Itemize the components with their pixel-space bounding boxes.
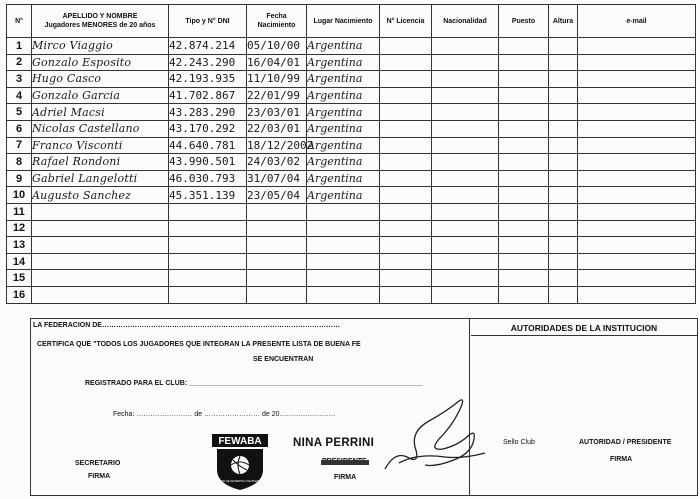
player-nationality (432, 170, 499, 187)
player-position (499, 38, 549, 55)
autoridad-label: AUTORIDAD / PRESIDENTE (579, 439, 672, 446)
player-name: Franco Visconti (32, 137, 169, 154)
player-nationality (432, 38, 499, 55)
player-email (578, 137, 696, 154)
player-email (578, 87, 696, 104)
player-birthdate (247, 220, 307, 237)
row-number: 2 (7, 54, 32, 71)
player-height (549, 187, 578, 204)
player-nationality (432, 87, 499, 104)
president-firma: FIRMA (334, 474, 357, 481)
player-birthplace (307, 203, 380, 220)
player-name: Mirco Viaggio (32, 38, 169, 55)
table-row (7, 71, 696, 88)
player-dni: 43.283.290 (169, 104, 247, 121)
player-email (578, 203, 696, 220)
player-height (549, 38, 578, 55)
player-dni: 42.874.214 (169, 38, 247, 55)
player-birthdate (247, 286, 307, 303)
player-email (578, 71, 696, 88)
player-position (499, 220, 549, 237)
col-position: Puesto (499, 5, 549, 38)
player-nationality (432, 270, 499, 287)
player-dni: 46.030.793 (169, 170, 247, 187)
player-name: Nicolas Castellano (32, 120, 169, 137)
player-license (380, 170, 432, 187)
player-height (549, 270, 578, 287)
signature (381, 395, 491, 475)
player-nationality (432, 120, 499, 137)
player-height (549, 253, 578, 270)
player-birthdate (247, 203, 307, 220)
player-birthplace (307, 286, 380, 303)
player-position (499, 237, 549, 254)
player-license (380, 87, 432, 104)
row-number: 13 (7, 237, 32, 254)
table-row (7, 187, 696, 204)
player-birthdate: 05/10/00 (247, 38, 307, 55)
player-dni: 42.193.935 (169, 71, 247, 88)
fewaba-logo (209, 432, 271, 492)
col-email: e-mail (578, 5, 696, 38)
player-license (380, 154, 432, 171)
autoridad-firma: FIRMA (610, 456, 633, 463)
player-height (549, 137, 578, 154)
player-license (380, 38, 432, 55)
player-position (499, 253, 549, 270)
player-dni (169, 286, 247, 303)
player-position (499, 54, 549, 71)
player-name (32, 253, 169, 270)
col-name: APELLIDO Y NOMBRE Jugadores MENORES de 20 años (32, 5, 169, 38)
player-birthdate: 24/03/02 (247, 154, 307, 171)
secretario-firma: FIRMA (88, 473, 111, 480)
player-birthplace (307, 220, 380, 237)
player-dni: 42.243.290 (169, 54, 247, 71)
col-height: Altura (549, 5, 578, 38)
player-height (549, 170, 578, 187)
player-license (380, 104, 432, 121)
player-license (380, 137, 432, 154)
secretario-label: SECRETARIO (75, 460, 121, 467)
player-name: Hugo Casco (32, 71, 169, 88)
player-position (499, 154, 549, 171)
player-position (499, 87, 549, 104)
player-birthplace: Argentina (307, 120, 380, 137)
row-number: 4 (7, 87, 32, 104)
player-name (32, 270, 169, 287)
row-number: 3 (7, 71, 32, 88)
row-number: 16 (7, 286, 32, 303)
player-nationality (432, 104, 499, 121)
col-license: N° Licencia (380, 5, 432, 38)
player-name: Gonzalo Garcia (32, 87, 169, 104)
player-license (380, 71, 432, 88)
row-number: 5 (7, 104, 32, 121)
player-name (32, 286, 169, 303)
federation-line: LA FEDERACION DE………………………………………………………………………………………… (33, 322, 340, 329)
player-position (499, 170, 549, 187)
logo-text: FEWABA (218, 436, 262, 447)
player-height (549, 203, 578, 220)
player-email (578, 253, 696, 270)
player-dni (169, 220, 247, 237)
roster-table (6, 4, 696, 304)
player-license (380, 120, 432, 137)
player-birthplace: Argentina (307, 71, 380, 88)
player-position (499, 104, 549, 121)
table-row (7, 137, 696, 154)
table-row (7, 286, 696, 303)
player-license (380, 253, 432, 270)
player-birthdate: 31/07/04 (247, 170, 307, 187)
player-birthplace: Argentina (307, 104, 380, 121)
player-height (549, 71, 578, 88)
player-birthplace (307, 237, 380, 254)
player-name (32, 203, 169, 220)
row-number: 10 (7, 187, 32, 204)
player-birthplace: Argentina (307, 137, 380, 154)
player-dni: 43.170.292 (169, 120, 247, 137)
row-number: 12 (7, 220, 32, 237)
player-position (499, 120, 549, 137)
player-dni (169, 270, 247, 287)
player-birthdate: 23/05/04 (247, 187, 307, 204)
table-row (7, 203, 696, 220)
player-birthdate (247, 237, 307, 254)
player-email (578, 104, 696, 121)
player-height (549, 154, 578, 171)
certification-section (30, 318, 698, 496)
player-height (549, 120, 578, 137)
table-row (7, 120, 696, 137)
player-nationality (432, 71, 499, 88)
player-nationality (432, 220, 499, 237)
player-birthplace (307, 270, 380, 287)
player-name: Adriel Macsi (32, 104, 169, 121)
col-dni: Tipo y N° DNI (169, 5, 247, 38)
registered-club-line: REGISTRADO PARA EL CLUB: ____________________________________________________________ (85, 380, 423, 387)
row-number: 6 (7, 120, 32, 137)
sello-club-label: Sello Club (503, 439, 535, 446)
player-position (499, 203, 549, 220)
player-email (578, 154, 696, 171)
player-birthdate: 22/03/01 (247, 120, 307, 137)
player-birthplace: Argentina (307, 170, 380, 187)
player-position (499, 270, 549, 287)
player-nationality (432, 187, 499, 204)
row-number: 14 (7, 253, 32, 270)
player-birthplace: Argentina (307, 154, 380, 171)
table-row (7, 154, 696, 171)
title-strike (321, 460, 369, 465)
col-birthplace: Lugar Nacimiento (307, 5, 380, 38)
player-birthplace: Argentina (307, 54, 380, 71)
player-height (549, 237, 578, 254)
player-position (499, 137, 549, 154)
player-birthdate: 18/12/2002 (247, 138, 314, 152)
player-license (380, 270, 432, 287)
player-dni (169, 253, 247, 270)
player-birthplace: Argentina (307, 87, 380, 104)
table-row (7, 270, 696, 287)
player-dni: 41.702.867 (169, 87, 247, 104)
ball-icon (231, 456, 249, 474)
player-email (578, 170, 696, 187)
player-birthplace: Argentina (307, 38, 380, 55)
player-email (578, 120, 696, 137)
player-nationality (432, 286, 499, 303)
player-dni: 45.351.139 (169, 187, 247, 204)
col-number: N° (7, 5, 32, 38)
row-number: 7 (7, 137, 32, 154)
table-row (7, 253, 696, 270)
player-height (549, 104, 578, 121)
player-name (32, 220, 169, 237)
player-email (578, 54, 696, 71)
table-row (7, 104, 696, 121)
player-birthdate (247, 253, 307, 270)
certify-text-2: SE ENCUENTRAN (253, 356, 314, 363)
player-name: Rafael Rondoni (32, 154, 169, 171)
date-line: Fecha: …………………… de …………………… de 20…………………… (113, 411, 336, 418)
player-email (578, 286, 696, 303)
player-name: Gonzalo Esposito (32, 54, 169, 71)
row-number: 9 (7, 170, 32, 187)
player-nationality (432, 154, 499, 171)
table-row (7, 170, 696, 187)
player-license (380, 187, 432, 204)
player-position (499, 71, 549, 88)
player-dni (169, 203, 247, 220)
table-row (7, 38, 696, 55)
table-row (7, 220, 696, 237)
player-dni (169, 237, 247, 254)
table-row (7, 54, 696, 71)
player-birthdate: 23/03/01 (247, 104, 307, 121)
row-number: 8 (7, 154, 32, 171)
table-row (7, 87, 696, 104)
player-height (549, 87, 578, 104)
player-birthdate: 11/10/99 (247, 71, 307, 88)
player-nationality (432, 54, 499, 71)
player-birthdate (247, 270, 307, 287)
player-nationality (432, 203, 499, 220)
player-height (549, 220, 578, 237)
player-nationality (432, 253, 499, 270)
col-nationality: Nacionalidad (432, 5, 499, 38)
player-email (578, 187, 696, 204)
player-email (578, 270, 696, 287)
player-position (499, 187, 549, 204)
col-birthdate: Fecha Nacimiento (247, 5, 307, 38)
certify-text: CERTIFICA QUE "TODOS LOS JUGADORES QUE INTEGRAN LA PRESENTE LISTA DE BUENA FE (37, 341, 361, 348)
player-license (380, 203, 432, 220)
player-height (549, 286, 578, 303)
player-position (499, 286, 549, 303)
player-birthplace: Argentina (307, 187, 380, 204)
player-email (578, 38, 696, 55)
player-license (380, 237, 432, 254)
player-name (32, 237, 169, 254)
player-license (380, 220, 432, 237)
player-email (578, 220, 696, 237)
player-birthdate: 22/01/99 (247, 87, 307, 104)
authorities-title: AUTORIDADES DE LA INSTITUCION (471, 321, 697, 336)
row-number: 15 (7, 270, 32, 287)
player-name: Augusto Sanchez (32, 187, 169, 204)
president-name: NINA PERRINI (293, 437, 375, 449)
table-header (7, 5, 696, 38)
player-name: Gabriel Langelotti (32, 170, 169, 187)
player-dni: 44.640.781 (169, 137, 247, 154)
player-dni: 43.990.501 (169, 154, 247, 171)
player-nationality (432, 137, 499, 154)
player-nationality (432, 237, 499, 254)
player-license (380, 286, 432, 303)
row-number: 1 (7, 38, 32, 55)
player-birthdate: 16/04/01 (247, 54, 307, 71)
row-number: 11 (7, 203, 32, 220)
player-email (578, 237, 696, 254)
player-height (549, 54, 578, 71)
player-birthplace (307, 253, 380, 270)
player-license (380, 54, 432, 71)
table-row (7, 237, 696, 254)
logo-subtext: ASOCIACION DE WATERPOLO DE BUENOS AIRES (209, 480, 271, 483)
